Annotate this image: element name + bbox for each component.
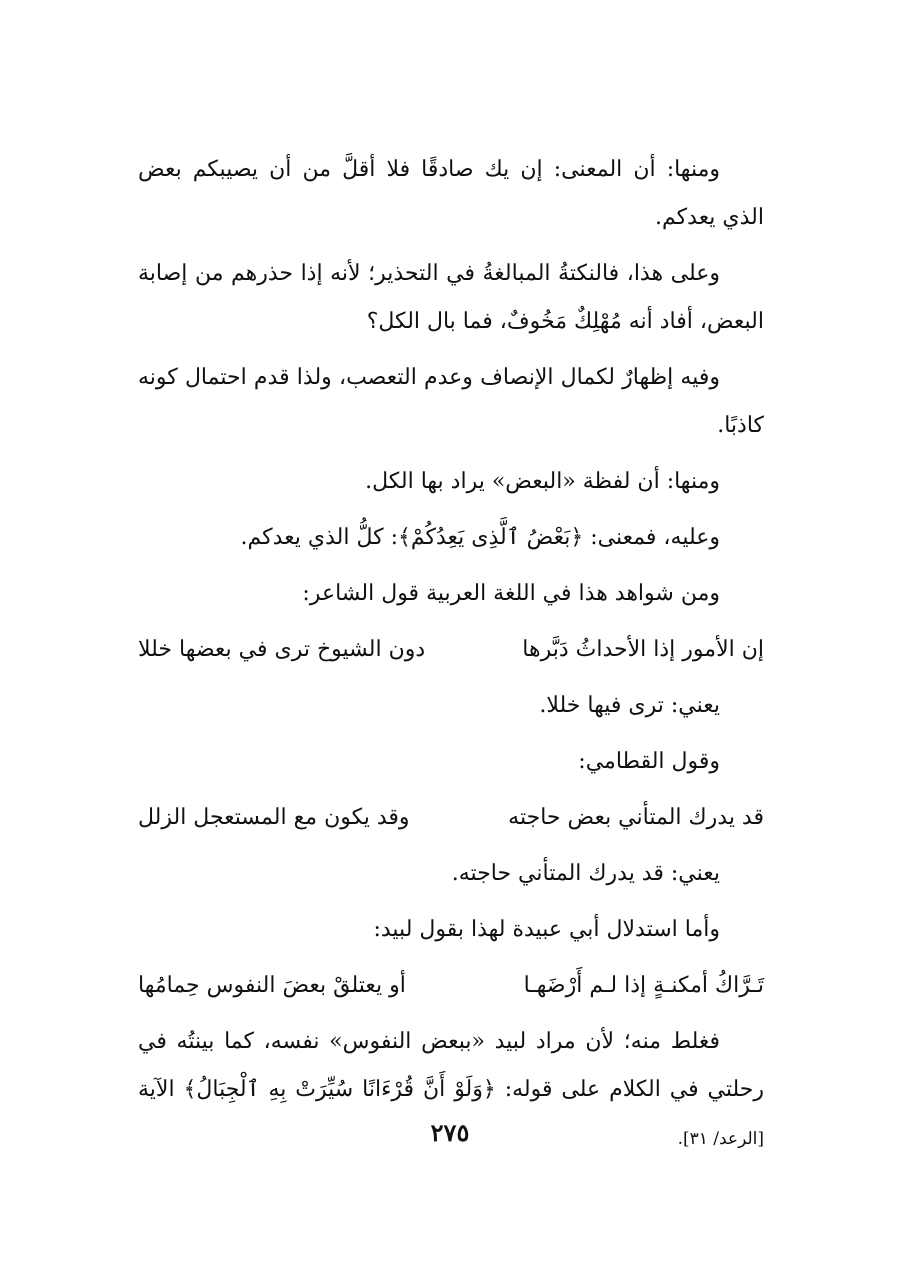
poem-verse-3 (138, 962, 764, 1010)
verse-1-second-hemistich: دون الشيوخ ترى في بعضها خللا (138, 637, 426, 662)
paragraph-8: وقول القطامي: (578, 749, 720, 774)
paragraph-7: يعني: ترى فيها خللا. (539, 693, 720, 718)
paragraph-2: وعلى هذا، فالنكتةُ المبالغةُ في التحذير؛ لأنه إذا حذرهم من إصابة البعض، أفاد أنه مُهْلِكٌ مَخُوفٌ، فما بال الكل؟ (138, 261, 764, 334)
paragraph-9: يعني: قد يدرك المتأني حاجته. (451, 861, 720, 886)
paragraph-6: ومن شواهد هذا في اللغة العربية قول الشاعر: (302, 581, 720, 606)
paragraph-10: وأما استدلال أبي عبيدة لهذا بقول لبيد: (373, 917, 720, 942)
page-number: ٢٧٥ (430, 1118, 470, 1147)
paragraph-4: ومنها: أن لفظة «البعض» يراد بها الكل. (365, 469, 720, 494)
body-text (138, 146, 764, 1171)
poem-verse-1 (138, 626, 764, 674)
verse-3-second-hemistich: أو يعتلقْ بعضَ النفوس حِمامُها (138, 973, 406, 998)
poem-verse-2 (138, 794, 764, 842)
paragraph-1: ومنها: أن المعنى: إن يك صادقًا فلا أقلَّ من أن يصيبكم بعض الذي يعدكم. (138, 157, 764, 230)
paragraph-11-text: فغلط منه؛ لأن مراد لبيد «ببعض النفوس» نفسه، كما بينتُه في رحلتي في الكلام على قوله: ﴿وَلَوْ أَنَّ قُرْءَانًا سُيِّرَتْ بِهِ ٱلْجِبَالُ﴾ الآية (138, 1029, 764, 1102)
paragraph-5: وعليه، فمعنى: ﴿بَعْضُ ٱلَّذِى يَعِدُكُمْ﴾: كلُّ الذي يعدكم. (240, 525, 720, 550)
verse-3-first-hemistich: تَـرَّاكُ أمكنـةٍ إذا لـم أَرْضَهـا (523, 973, 764, 998)
verse-1-first-hemistich: إن الأمور إذا الأحداثُ دَبَّرها (522, 637, 764, 662)
verse-2-first-hemistich: قد يدرك المتأني بعض حاجته (508, 805, 764, 830)
quran-reference: [الرعد/ ٣١]. (677, 1129, 764, 1149)
paragraph-3: وفيه إظهارٌ لكمال الإنصاف وعدم التعصب، ولذا قدم احتمال كونه كاذبًا. (138, 365, 764, 438)
verse-2-second-hemistich: وقد يكون مع المستعجل الزلل (138, 805, 410, 830)
